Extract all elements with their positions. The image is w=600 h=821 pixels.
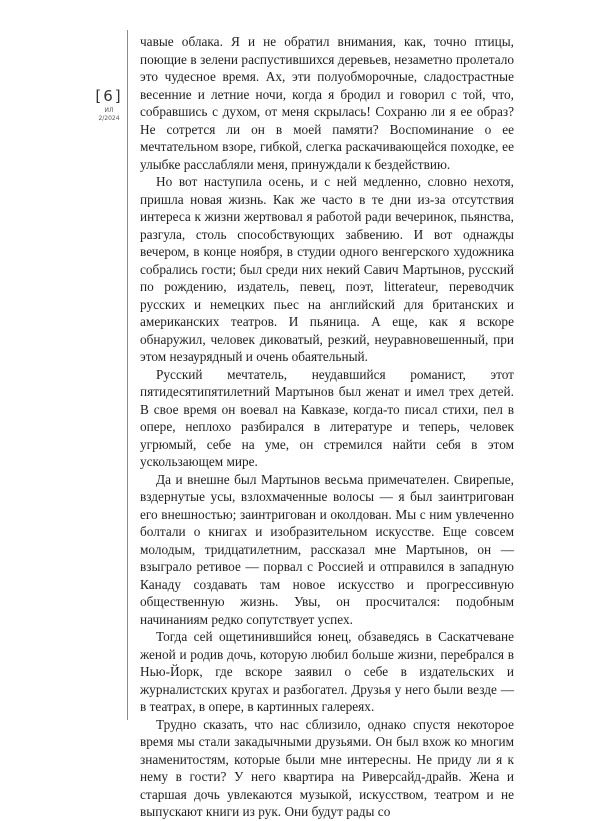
page-number: [6]: [95, 87, 123, 105]
paragraph: Трудно сказать, что нас сблизило, однако спустя некоторое время мы стали закадычными друзьями. Он был вхож ко многим знаменитостям, которые были мне интересны. Не приду ли я к нему в гости? У него квартира на Риверсайд-драйв. Жена и старшая дочь увлекаются музыкой, искусством, театром и не выпускают книги из рук. Они будут рады со: [140, 716, 514, 819]
paragraph: Тогда сей ощетинившийся юнец, обзаведясь в Саскатчеване женой и родив дочь, которую любил больше жизни, перебрался в Нью-Йорк, где вскоре заявил о себе в издательских и журналистских кругах и разбогател. Друзья у него были везде — в театрах, в опере, в картинных галереях.: [140, 629, 514, 714]
page-folio: [95, 86, 123, 123]
page-number-value: 6: [103, 87, 115, 105]
paragraph: Русский мечтатель, неудавшийся романист, этот пятидесятипятилетний Мартынов был женат и имел трех детей. В свое время он воевал на Кавказе, когда-то писал стихи, пел в опере, неплохо разбирался в литературе и теперь, человек угрюмый, себе на уме, он стремился найти себя в этом ускользающем мире.: [140, 366, 514, 469]
paragraph: Но вот наступила осень, и с ней медленно, словно нехотя, пришла новая жизнь. Как же часто в те дни из-за отсутствия интереса к жизни жертвовал я работой ради вечеринок, пьянства, разгула, столь способствующих забвению. И вот однажды вечером, в конце ноября, в студии одного венгерского художника собрались гости; был среди них некий Савич Мартынов, русский по рождению, издатель, певец, поэт, litterateur, переводчик русских и немецких пьес на английский для британских и американских театров. И пьяница. А еще, как я вскоре обнаружил, человек диковатый, резкий, неуравновешенный, при этом незаурядный и очень обаятельный.: [140, 174, 514, 364]
article-body: [140, 33, 514, 821]
paragraph: чавые облака. Я и не обратил внимания, как, точно птицы, поющие в зелени распустившихся деревьев, незаметно пролетало это чудесное время. Ах, эти полуобморочные, сладострастные весенние и летние ночи, когда я бродил и говорил с той, что, собравшись с духом, от меня скрылась! Сохраню ли я ее образ? Не сотрется ли он в моей памяти? Воспоминание о ее мечтательном взоре, гибкой, слегка раскачивающейся походке, ее улыбке расслабляли меня, принуждали к бездействию.: [140, 34, 514, 172]
paragraph: Да и внешне был Мартынов весьма примечателен. Свирепые, вздернутые усы, взлохмаченные волосы — я был заинтригован его внешностью; заинтригован и околдован. Мы с ним увлеченно болтали о книгах и изобразительном искусстве. Еще совсем молодым, тридцатилетним, рассказал мне Мартынов, он — взыграло ретивое — порвал с Россией и отправился в западную Канаду создавать там новое искусство и прогрессивную общественную жизнь. Увы, он просчитался: подобным начинаниям редко сопутствует успех.: [140, 471, 514, 627]
margin-rule: [127, 30, 128, 720]
issue-label: ИЛ 2/2024: [98, 107, 120, 122]
